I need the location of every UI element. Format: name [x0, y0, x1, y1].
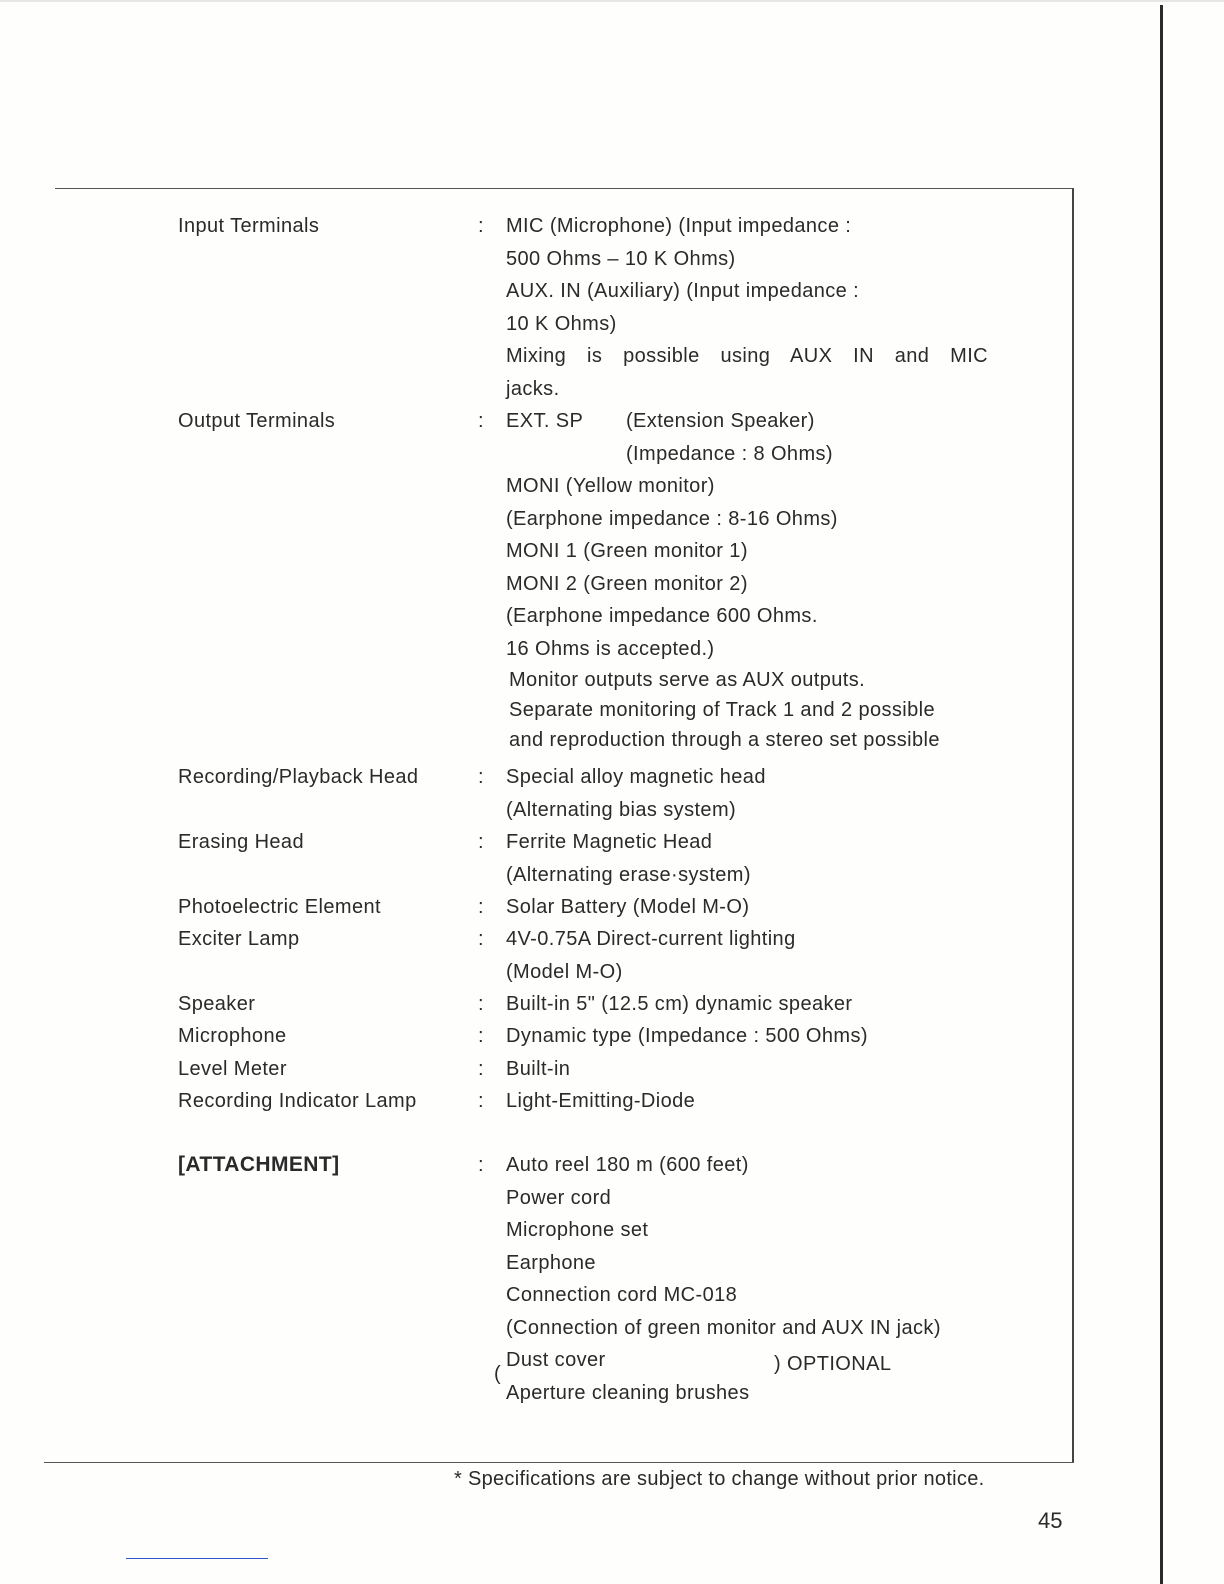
- spec-colon: :: [478, 1058, 484, 1080]
- spec-values: [506, 761, 1006, 826]
- spec-colon: :: [478, 831, 484, 853]
- spec-values: [506, 891, 1006, 924]
- spec-colon: :: [478, 766, 484, 788]
- spec-colon: :: [478, 410, 484, 432]
- spec-colon: :: [478, 1025, 484, 1047]
- spec-values: [506, 826, 1006, 891]
- attachment-item: Microphone set: [506, 1219, 649, 1241]
- spec-value-line: Built-in: [506, 1058, 571, 1080]
- page-right-edge: [1160, 5, 1163, 1584]
- spec-colon: :: [478, 1154, 484, 1176]
- ext-speaker-desc: (Extension Speaker): [626, 410, 815, 432]
- monitor-notes: [506, 665, 1006, 755]
- attachment-item: Connection cord MC-018: [506, 1284, 738, 1306]
- spec-value-line: Mixing is possible using AUX IN and MIC: [506, 345, 988, 367]
- spec-value-line: Light-Emitting-Diode: [506, 1090, 696, 1112]
- spec-colon: :: [478, 1090, 484, 1112]
- spec-value-line: (Alternating bias system): [506, 798, 737, 821]
- page-number: 45: [1038, 1508, 1063, 1533]
- spec-values: [506, 1085, 1006, 1118]
- ext-speaker-line: [506, 405, 1006, 438]
- spec-values: [506, 1053, 1006, 1086]
- spec-values: [506, 210, 1006, 405]
- corner-link-line: [126, 1558, 268, 1559]
- spec-values: [506, 988, 1006, 1021]
- optional-item: Aperture cleaning brushes: [506, 1381, 750, 1404]
- spec-value-line: Monitor outputs serve as AUX outputs.: [509, 669, 866, 691]
- spec-value-line: Separate monitoring of Track 1 and 2 possible: [509, 699, 936, 721]
- spec-label: Input Terminals: [178, 215, 320, 237]
- spec-value-line: MONI 1 (Green monitor 1): [506, 540, 748, 562]
- spec-value-line: 10 K Ohms): [506, 312, 617, 335]
- attachment-item: Earphone: [506, 1251, 596, 1274]
- spec-label: Level Meter: [178, 1058, 287, 1080]
- attachment-item: Auto reel 180 m (600 feet): [506, 1154, 749, 1176]
- spec-colon: :: [478, 215, 484, 237]
- spec-footnote: * Specifications are subject to change without prior notice.: [454, 1468, 985, 1490]
- spec-value-line: Special alloy magnetic head: [506, 766, 766, 788]
- spec-value-line: AUX. IN (Auxiliary) (Input impedance :: [506, 280, 860, 302]
- spec-values: [506, 405, 1006, 755]
- spec-label: Photoelectric Element: [178, 896, 381, 918]
- spec-value-line: Solar Battery (Model M-O): [506, 896, 750, 918]
- spec-value-line: MONI 2 (Green monitor 2): [506, 572, 748, 595]
- spec-value-line: 500 Ohms – 10 K Ohms): [506, 247, 736, 270]
- spec-values: [506, 923, 1006, 988]
- spec-label: Speaker: [178, 993, 256, 1015]
- attachment-item: (Connection of green monitor and AUX IN jack): [506, 1316, 941, 1339]
- spec-value-line: (Model M-O): [506, 960, 623, 983]
- spec-value-line: (Earphone impedance 600 Ohms.: [506, 605, 818, 627]
- spec-value-line: 4V-0.75A Direct-current lighting: [506, 928, 796, 950]
- spec-value-line: Dynamic type (Impedance : 500 Ohms): [506, 1025, 868, 1047]
- spec-value-line: MONI (Yellow monitor): [506, 475, 715, 497]
- spec-label: Recording Indicator Lamp: [178, 1090, 417, 1112]
- spec-value-line: and reproduction through a stereo set possible: [509, 729, 940, 751]
- spec-value-line: Built-in 5" (12.5 cm) dynamic speaker: [506, 993, 853, 1015]
- spec-table-bottom-rule: [44, 1462, 1074, 1463]
- spec-label: Recording/Playback Head: [178, 766, 419, 788]
- ext-speaker-name: EXT. SP: [506, 410, 584, 432]
- spec-colon: :: [478, 993, 484, 1015]
- spec-value-line: (Earphone impedance : 8-16 Ohms): [506, 507, 838, 530]
- attachment-item: Power cord: [506, 1186, 612, 1209]
- attachment-heading: [ATTACHMENT]: [178, 1153, 340, 1176]
- spec-colon: :: [478, 896, 484, 918]
- optional-bracket-open: (: [494, 1363, 502, 1385]
- spec-values: [506, 1020, 1006, 1053]
- spec-values: [494, 1149, 1006, 1409]
- optional-items-group: [494, 1344, 1006, 1409]
- spec-value-line: jacks.: [506, 377, 560, 400]
- optional-label: ) OPTIONAL: [774, 1353, 892, 1375]
- spec-label: Output Terminals: [178, 410, 336, 432]
- optional-item: Dust cover: [506, 1349, 606, 1371]
- spec-label: Exciter Lamp: [178, 928, 300, 950]
- spec-colon: :: [478, 928, 484, 950]
- spec-value-line: (Alternating erase·system): [506, 863, 751, 886]
- ext-speaker-impedance: (Impedance : 8 Ohms): [626, 442, 833, 465]
- spec-value-line: 16 Ohms is accepted.): [506, 637, 715, 660]
- spec-label: Microphone: [178, 1025, 287, 1047]
- spec-label: Erasing Head: [178, 831, 304, 853]
- spec-value-line: MIC (Microphone) (Input impedance :: [506, 215, 852, 237]
- top-edge-rule: [0, 0, 1224, 2]
- spec-value-line: Ferrite Magnetic Head: [506, 831, 713, 853]
